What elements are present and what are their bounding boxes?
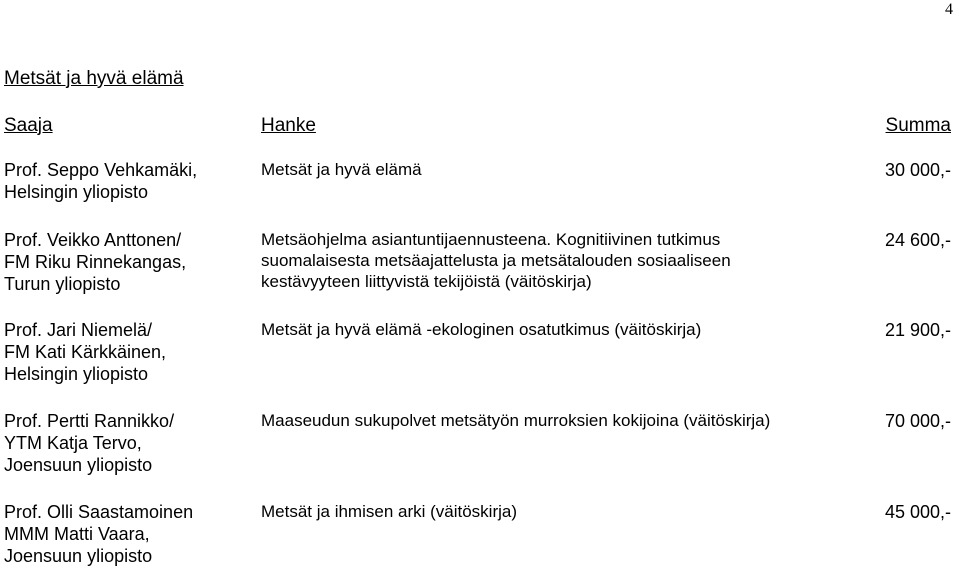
recipient-line: FM Kati Kärkkäinen, bbox=[4, 342, 167, 362]
project-line: Metsäohjelma asiantuntijaennusteena. Kognitiivinen tutkimus bbox=[261, 230, 721, 249]
amount-cell: 70 000,- bbox=[884, 411, 951, 431]
project-cell bbox=[261, 159, 851, 180]
amount-cell: 45 000,- bbox=[884, 502, 951, 522]
section-title: Metsät ja hyvä elämä bbox=[4, 68, 184, 89]
project-line: Metsät ja hyvä elämä -ekologinen osatutkimus (väitöskirja) bbox=[261, 320, 702, 339]
project-line: Metsät ja ihmisen arki (väitöskirja) bbox=[261, 502, 518, 521]
project-cell bbox=[261, 229, 851, 292]
recipient-line: Prof. Jari Niemelä/ bbox=[4, 320, 153, 340]
recipient-line: Joensuun yliopisto bbox=[4, 455, 153, 475]
amount-cell: 21 900,- bbox=[884, 320, 951, 340]
project-line: kestävyyteen liittyvistä tekijöistä (väitöskirja) bbox=[261, 272, 592, 291]
recipient-line: Turun yliopisto bbox=[4, 274, 121, 294]
recipient-cell bbox=[4, 501, 244, 567]
recipient-line: Prof. Veikko Anttonen/ bbox=[4, 230, 182, 250]
project-line: Metsät ja hyvä elämä bbox=[261, 160, 422, 179]
recipient-line: Prof. Pertti Rannikko/ bbox=[4, 411, 175, 431]
recipient-cell bbox=[4, 229, 244, 295]
recipient-line: MMM Matti Vaara, bbox=[4, 524, 150, 544]
recipient-line: Helsingin yliopisto bbox=[4, 364, 149, 384]
recipient-line: YTM Katja Tervo, bbox=[4, 433, 142, 453]
recipient-line: Joensuun yliopisto bbox=[4, 546, 153, 566]
recipient-cell bbox=[4, 410, 244, 476]
project-cell bbox=[261, 410, 851, 431]
header-amount: Summa bbox=[885, 115, 951, 136]
project-cell bbox=[261, 501, 851, 522]
header-recipient: Saaja bbox=[4, 115, 53, 136]
recipient-cell bbox=[4, 159, 244, 203]
recipient-line: Prof. Olli Saastamoinen bbox=[4, 502, 194, 522]
page-number: 4 bbox=[945, 1, 953, 18]
recipient-line: Prof. Seppo Vehkamäki, bbox=[4, 160, 198, 180]
project-line: suomalaisesta metsäajattelusta ja metsätalouden sosiaaliseen bbox=[261, 251, 731, 270]
project-cell bbox=[261, 319, 851, 340]
header-project: Hanke bbox=[261, 115, 316, 136]
recipient-cell bbox=[4, 319, 244, 385]
amount-cell: 30 000,- bbox=[884, 160, 951, 180]
recipient-line: FM Riku Rinnekangas, bbox=[4, 252, 187, 272]
recipient-line: Helsingin yliopisto bbox=[4, 182, 149, 202]
amount-cell: 24 600,- bbox=[884, 230, 951, 250]
project-line: Maaseudun sukupolvet metsätyön murroksien kokijoina (väitöskirja) bbox=[261, 411, 771, 430]
